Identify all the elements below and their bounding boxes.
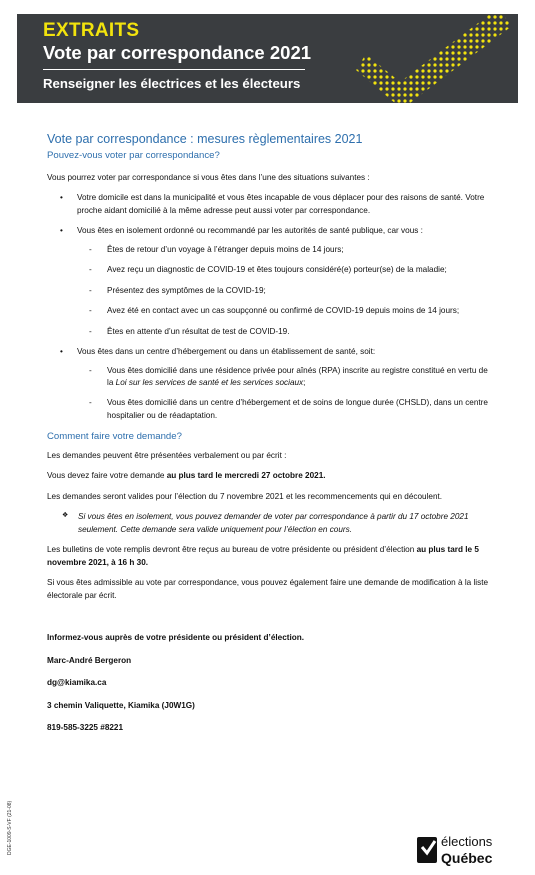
list-item: • Votre domicile est dans la municipalité et vous êtes incapable de vous déplacer pour des raisons de santé. Votre proche aidant domicilié à la même adresse peut aussi voter par correspondance.	[60, 193, 485, 215]
list-item: - Êtes en attente d’un résultat de test de COVID-19.	[89, 326, 495, 338]
ballot-deadline-paragraph: Les bulletins de vote remplis devront être reçus au bureau de votre présidente ou président d’élection au plus tard le 5 novembre 2021, à 16 h 30.	[47, 545, 479, 567]
paragraph: Les demandes seront valides pour l’élection du 7 novembre 2021 et les recommencements qui en découlent.	[47, 491, 443, 501]
contact-block	[47, 632, 495, 734]
banner-subtitle: Renseigner les électrices et les électeurs	[43, 76, 301, 91]
logo-text-line2: Québec	[441, 850, 493, 866]
contact-heading: Informez-vous auprès de votre présidente ou président d’élection.	[47, 633, 305, 643]
bullet-icon: •	[60, 347, 63, 357]
logo-text-line1: élections	[441, 834, 493, 849]
banner-title: Vote par correspondance 2021	[43, 42, 312, 63]
banner-kicker: EXTRAITS	[43, 20, 140, 41]
bullet-icon: •	[60, 226, 63, 236]
list-item: - Présentez des symptômes de la COVID-19;	[89, 285, 495, 297]
document-body	[47, 131, 495, 745]
dash-icon: -	[89, 365, 92, 375]
isolement-sublist	[89, 244, 495, 338]
list-item: - Êtes de retour d’un voyage à l’étranger depuis moins de 14 jours;	[89, 244, 495, 256]
isolation-note: ❖ Si vous êtes en isolement, vous pouvez demander de voter par correspondance à partir du 17 octobre 2021 seulement. Cette demande sera valide uniquement pour l’élection en cours.	[62, 512, 469, 534]
hebergement-sublist	[89, 365, 495, 423]
contact-phone: 819-585-3225 #8221	[47, 723, 124, 733]
dash-icon: -	[89, 398, 92, 408]
list-item: - Vous êtes domicilié dans un centre d’hébergement et de soins de longue durée (CHSLD), dans un centre hospitalier ou de réadaptation.	[89, 398, 488, 420]
banner-divider	[43, 69, 305, 70]
intro-paragraph: Vous pourrez voter par correspondance si vous êtes dans l’une des situations suivantes :	[47, 172, 370, 182]
list-item: • Vous êtes en isolement ordonné ou recommandé par les autorités de santé publique, car vous : - Êtes de retour d’un voyage à l’étranger depuis moins de 14 jours; - Avez reçu un diagnostic de COVID-19 et êtes toujours considéré(e) porteur(se) de la maladie; - Présentez des symptômes de la COVID-19; - Avez été en contact avec un cas soupçonné ou confirmé de COVID-19 depuis moins de 14 jours; - Êtes en attente d’un résultat de test de COVID-19.	[57, 225, 495, 338]
deadline-paragraph: Vous devez faire votre demande au plus tard le mercredi 27 octobre 2021.	[47, 471, 326, 481]
checkmark-icon	[348, 14, 518, 103]
dash-icon: -	[89, 306, 92, 316]
contact-name: Marc-André Bergeron	[47, 655, 132, 665]
list-item: - Avez reçu un diagnostic de COVID-19 et êtes toujours considéré(e) porteur(se) de la maladie;	[89, 264, 495, 276]
list-item: - Vous êtes domicilié dans une résidence privée pour aînés (RPA) inscrite au registre constitué en vertu de la Loi sur les services de santé et les services sociaux;	[89, 365, 488, 387]
page-title: Vote par correspondance : mesures règlementaires 2021	[47, 132, 363, 146]
dash-icon: -	[89, 285, 92, 295]
question-eligibility: Pouvez-vous voter par correspondance?	[47, 150, 220, 162]
list-item: • Vous êtes dans un centre d’hébergement ou dans un établissement de santé, soit: - Vous êtes domicilié dans une résidence privée pour aînés (RPA) inscrite au registre constitué en vertu de la Loi sur les services de santé et les services sociaux; - Vous êtes domicilié dans un centre d’hébergement et de soins de longue durée (CHSLD), dans un centre hospitalier ou de réadaptation.	[57, 346, 495, 422]
elections-quebec-logo	[417, 833, 517, 869]
paragraph: Les demandes peuvent être présentées verbalement ou par écrit :	[47, 450, 287, 460]
dash-icon: -	[89, 265, 92, 275]
paragraph: Si vous êtes admissible au vote par correspondance, vous pouvez également faire une demande de modification à la liste électorale par écrit.	[47, 578, 489, 600]
contact-address: 3 chemin Valiquette, Kiamika (J0W1G)	[47, 700, 195, 710]
list-item: - Avez été en contact avec un cas soupçonné ou confirmé de COVID-19 depuis moins de 14 jours;	[89, 305, 495, 317]
diamond-bullet-icon: ❖	[62, 512, 69, 520]
bullet-icon: •	[60, 193, 63, 203]
elections-quebec-logo-icon	[417, 837, 437, 863]
situations-list	[57, 192, 495, 422]
dash-icon: -	[89, 244, 92, 254]
question-how-to-apply: Comment faire votre demande?	[47, 431, 182, 443]
contact-email: dg@kiamika.ca	[47, 678, 107, 688]
dash-icon: -	[89, 326, 92, 336]
document-code: DGE-1009-S-VF (21-08)	[7, 800, 13, 855]
header-banner	[17, 14, 518, 103]
